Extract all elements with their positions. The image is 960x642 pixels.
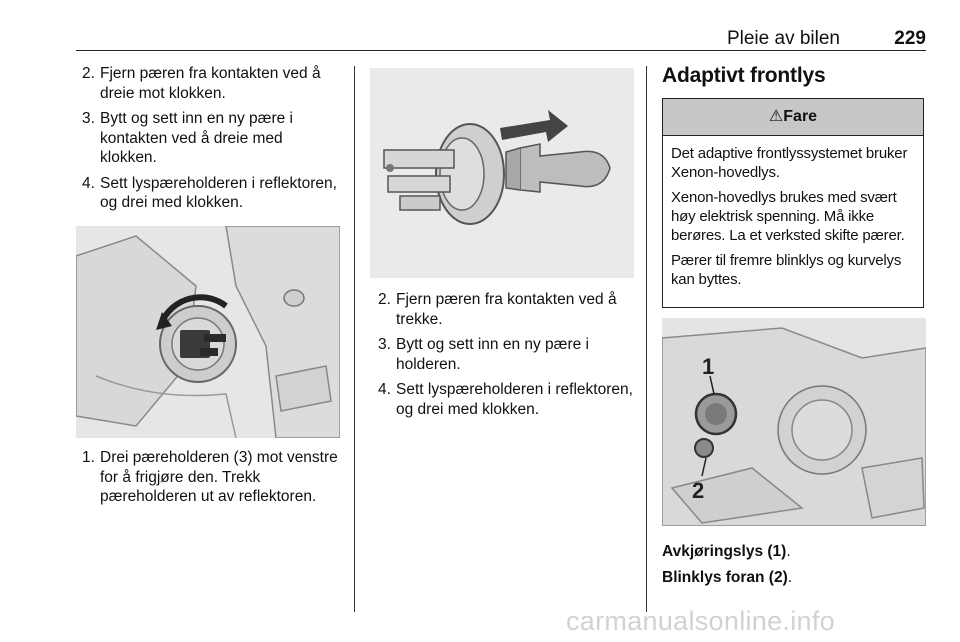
figure-bulb-holder	[370, 68, 634, 278]
figure-side-light	[76, 226, 340, 438]
steps-list-top	[76, 64, 342, 213]
warning-body	[663, 136, 923, 289]
column-divider-2	[646, 66, 647, 612]
warning-paragraph: Pærer til fremre blinklys og kurvelys kan byttes.	[671, 252, 902, 288]
column-2	[372, 290, 634, 425]
figure-headlamp	[662, 318, 926, 526]
list-item: 2. Fjern pæren fra kontakten ved å trekke.	[378, 291, 617, 328]
figure-label-2: 2	[692, 478, 705, 503]
caption-turn-signal: Blinklys foran (2).	[662, 569, 793, 586]
caption-low-beam: Avkjøringslys (1).	[662, 543, 791, 560]
warning-paragraph: Xenon-hovedlys brukes med svært høy elektrisk spenning. Må ikke berøres. La et verksted skifte pærer.	[671, 189, 905, 244]
column-1	[76, 64, 342, 246]
list-item: 4. Sett lyspæreholderen i reflektoren, og drei med klokken.	[378, 381, 633, 418]
steps-list	[372, 290, 634, 419]
figure-label-1: 1	[702, 354, 715, 379]
warning-box	[662, 98, 924, 308]
list-item: 4. Sett lyspæreholderen i reflektoren, og drei med klokken.	[82, 174, 337, 211]
list-item: 3. Bytt og sett inn en ny pære i holderen.	[378, 336, 589, 373]
list-item: 1. Drei pæreholderen (3) mot venstre for å frigjøre den. Trekk pæreholderen ut av reflektoren.	[82, 449, 338, 505]
headlamp-illustration	[662, 318, 926, 526]
bulb-holder-illustration	[370, 68, 634, 278]
page-header	[76, 28, 926, 51]
side-light-illustration	[76, 226, 340, 438]
column-3-heading-wrap	[662, 66, 926, 86]
column-divider-1	[354, 66, 355, 612]
steps-list-bottom	[76, 448, 342, 507]
watermark: carmanualsonline.info	[566, 606, 835, 636]
warning-label: Fare	[783, 108, 818, 125]
warning-header	[663, 99, 923, 136]
section-heading: Adaptivt frontlys	[662, 64, 826, 87]
list-item: 3. Bytt og sett inn en ny pære i kontakten ved å dreie med klokken.	[82, 110, 293, 166]
page-number: 229	[894, 28, 926, 49]
running-title: Pleie av bilen	[726, 28, 840, 49]
warning-paragraph: Det adaptive frontlyssystemet bruker Xenon-hovedlys.	[671, 145, 908, 181]
warning-icon: ⚠	[768, 108, 784, 125]
column-1-lower	[76, 448, 342, 513]
list-item: 2. Fjern pæren fra kontakten ved å dreie mot klokken.	[82, 65, 321, 102]
